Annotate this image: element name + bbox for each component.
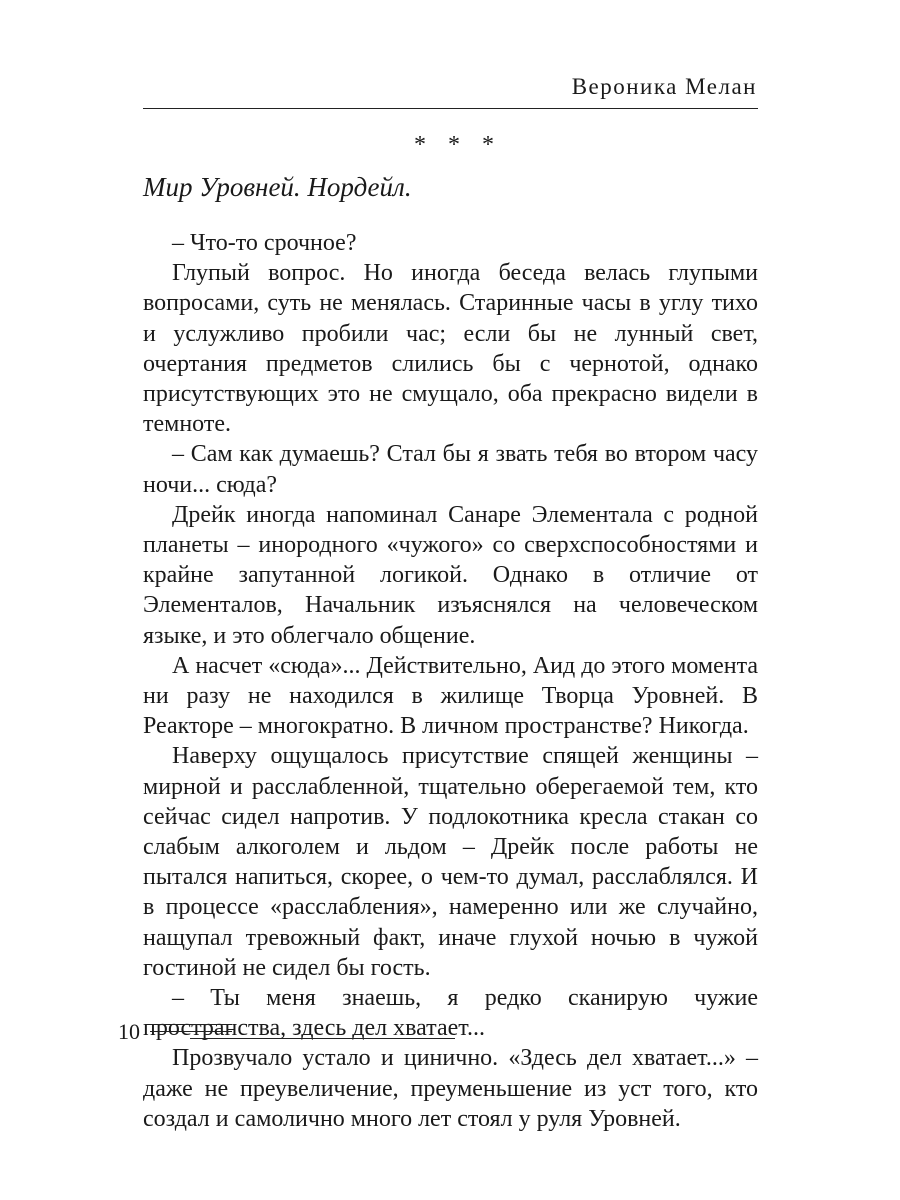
paragraph: – Что-то срочное?: [172, 230, 357, 256]
paragraph: Прозвучало устало и цинично. «Здесь дел хватает...» – даже не преувеличение, преуменьшение из уст того, кто создал и самолично много лет стоял у руля Уровней.: [143, 1045, 758, 1132]
section-separator: * * *: [414, 132, 502, 158]
page-number: 10: [118, 1019, 140, 1044]
paragraph: Дрейк иногда напоминал Санаре Элементала с родной планеты – инородного «чужого» со сверхспособностями и крайне запутанной логикой. Однако в отличие от Элементалов, Начальник изъяснялся на человеческом языке, и это облегчало общение.: [143, 501, 758, 649]
paragraph: А насчет «сюда»... Действительно, Аид до этого момента ни разу не находился в жилище Творца Уровней. В Реакторе – многократно. В личном пространстве? Никогда.: [143, 652, 758, 740]
paragraph: – Ты меня знаешь, я редко сканирую чужие пространства, здесь дел хватает...: [143, 985, 758, 1042]
footer-rule: [150, 1024, 232, 1025]
paragraph: Наверху ощущалось присутствие спящей женщины – мирной и расслабленной, тщательно оберегаемой тем, кто сейчас сидел напротив. У подлокотника кресла стакан со слабым алкоголем и льдом – Дрейк после работы не пытался напиться, скорее, о чем-то думал, расслаблялся. И в процессе «расслабления», намеренно или же случайно, нащупал тревожный факт, иначе глухой ночью в чужой гостиной не сидел бы гость.: [143, 743, 758, 981]
body-text: [143, 228, 758, 1134]
running-head: Вероника Мелан: [571, 74, 757, 99]
footer-rule: [190, 1038, 455, 1039]
paragraph: Глупый вопрос. Но иногда беседа велась глупыми вопросами, суть не менялась. Старинные часы в углу тихо и услужливо пробили час; если бы не лунный свет, очертания предметов слились бы с чернотой, однако присутствующих это не смущало, оба прекрасно видели в темноте.: [143, 260, 758, 438]
location-heading: Мир Уровней. Нордейл.: [143, 172, 412, 202]
footer-rule: [150, 1031, 232, 1032]
paragraph: – Сам как думаешь? Стал бы я звать тебя во втором часу ночи... сюда?: [143, 441, 758, 498]
header-rule: [143, 108, 758, 109]
